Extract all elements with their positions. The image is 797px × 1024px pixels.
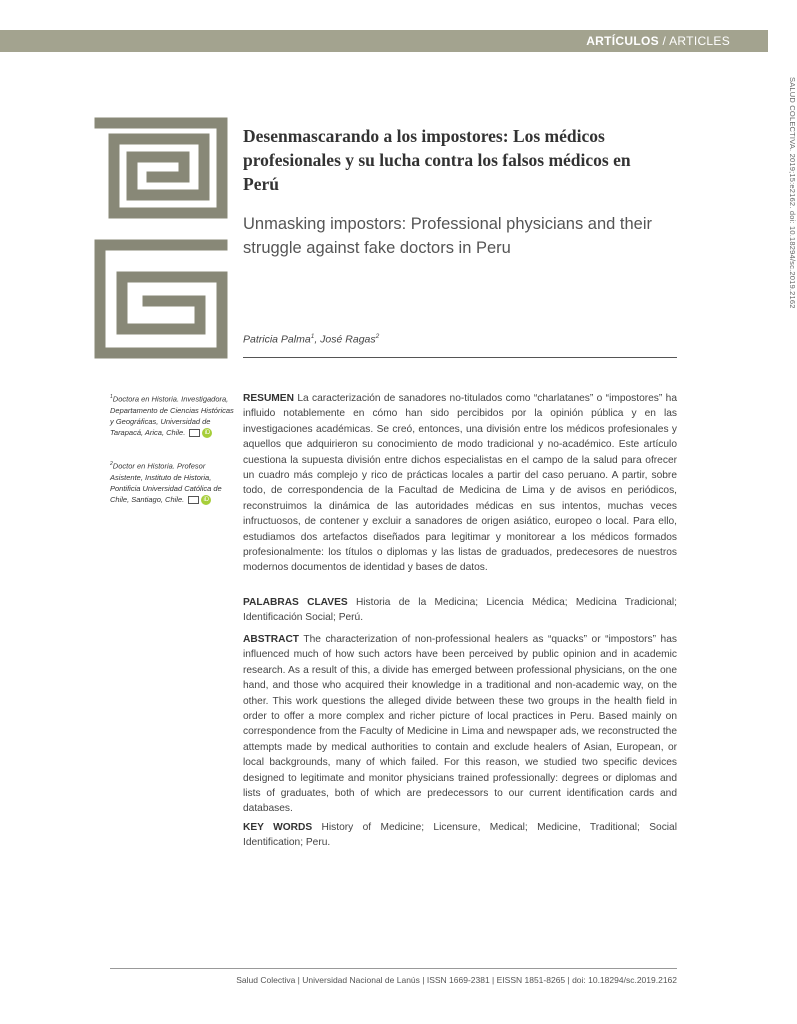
page-footer: Salud Colectiva | Universidad Nacional de Lanús | ISSN 1669-2381 | EISSN 1851-8265 | doi: 10.18294/sc.2019.2162 xyxy=(236,975,677,985)
section-header-bar xyxy=(0,30,768,52)
affiliation-text: Doctor en Historia. Profesor Asistente, Instituto de Historia, Pontificia Universidad Católica de Chile, Santiago, Chile. xyxy=(110,461,222,504)
email-icon[interactable] xyxy=(188,496,199,504)
section-label-rest: / ARTICLES xyxy=(658,34,730,48)
section-label-bold: ARTÍCULOS xyxy=(586,34,659,48)
affiliation-2 xyxy=(110,459,235,505)
palabras-claves-paragraph xyxy=(243,595,677,626)
palabras-claves-text: Historia de la Medicina; Licencia Médica; Medicina Tradicional; Identificación Social; Perú. xyxy=(243,597,677,624)
author-list xyxy=(243,333,379,346)
email-icon[interactable] xyxy=(189,429,200,437)
orcid-icon[interactable]: iD xyxy=(201,495,211,505)
author-name: Patricia Palma xyxy=(243,333,311,346)
resumen-text: La caracterización de sanadores no-titulados como “charlatanes” o “impostores” ha influido notablemente en cómo han sido percibidos por la opinión pública y en las investigaciones académicas. Se creó, entonces, una división entre los médicos profesionales y aquellos que adquirieron su conocimiento de modo tradicional y no-académico. Este artículo cuestiona la supuesta división entre dichos especialistas en el campo de la salud para ofrecer un cuadro más complejo y rico de prácticas locales a partir del caso peruano. A partir, sobre todo, de correspondencia de la Facultad de Medicina de Lima y de avisos en periódicos, reconstruimos la dinámica de las autoridades médicas en sus intentos, muchas veces infructuosos, de contener y excluir a sanadores de origen asiático, europeo o local. Para ello, estudiamos dos artefactos diseñados para legitimar y monitorear a los médicos formados profesionalmente: los títulos o diplomas y las listas de graduados, predecesores de nuestros modernos documentos de identidad y bases de datos. xyxy=(243,393,677,574)
journal-logo xyxy=(92,115,230,360)
article-subtitle: Unmasking impostors: Professional physicians and their struggle against fake doctors in Peru xyxy=(243,215,653,257)
author-sup: 2 xyxy=(375,333,380,340)
resumen-paragraph xyxy=(243,391,677,576)
palabras-claves-label: PALABRAS CLAVES xyxy=(243,597,348,608)
keywords-text: History of Medicine; Licensure, Medical; Medicine, Traditional; Social Identification; Peru. xyxy=(243,822,677,849)
affiliation-sup: 2 xyxy=(110,461,113,467)
orcid-icon[interactable]: iD xyxy=(202,428,212,438)
section-label xyxy=(586,34,768,48)
title-divider xyxy=(243,357,677,358)
author-name: José Ragas xyxy=(320,333,376,346)
author-separator: , xyxy=(314,333,321,346)
journal-citation-vertical: SALUD COLECTIVA. 2019;15:e2162. doi: 10.18294/sc.2019.2162 xyxy=(788,77,797,309)
abstract-label: ABSTRACT xyxy=(243,634,300,645)
abstract-text: The characterization of non-professional healers as “quacks” or “impostors” has influenced much of how such actors have been perceived by public opinion and in academic research. As a result of this, a divide has emerged between professional physicians, on the one hand, and those who acquired their knowledge in a traditional and non-academic way, on the other. This work questions the alleged divide between these two groups in the health field in order to offer a more complex and richer picture of local practices in Peru. Based mainly on correspondence from the Faculty of Medicine in Lima and newspaper ads, we reconstructed the attempts made by medical authorities to contain and exclude healers of Asian, European, or local backgrounds, many of which failed. For this reason, we studied two specific devices designed to legitimate and monitor physicians trained professionally: degrees or diplomas and lists of graduates, both of which are predecessors to our current identification cards and databases. xyxy=(243,634,677,815)
author-sup: 1 xyxy=(310,333,315,340)
article-title: Desenmascarando a los impostores: Los médicos profesionales y su lucha contra los falsos médicos en Perú xyxy=(243,126,631,194)
affiliation-sup: 1 xyxy=(110,394,113,400)
resumen-label: RESUMEN xyxy=(243,393,294,404)
keywords-paragraph xyxy=(243,820,677,851)
keywords-label: KEY WORDS xyxy=(243,822,313,833)
affiliation-text: Doctora en Historia. Investigadora, Departamento de Ciencias Históricas y Geográficas, Universidad de Tarapacá, Arica, Chile. xyxy=(110,394,234,437)
footer-divider xyxy=(110,968,677,969)
abstract-paragraph xyxy=(243,632,677,817)
affiliation-1 xyxy=(110,392,235,438)
